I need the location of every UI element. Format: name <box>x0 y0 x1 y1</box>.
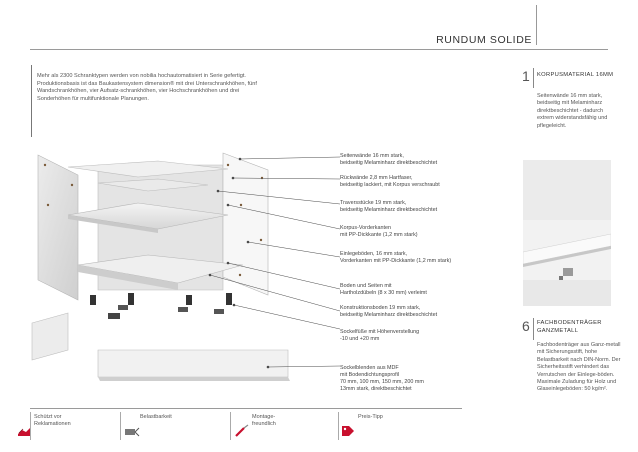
plinth-feet <box>90 293 232 319</box>
legend-divider-4 <box>338 412 339 440</box>
shelf-support-photo <box>523 160 611 306</box>
callout-base: Konstruktionsboden 19 mm stark, beidseitig Melaminharz direktbeschichtet <box>340 305 438 319</box>
callout-shelves: Einlegeböden, 16 mm stark, Vorderkanten mit PP-Dickkante (1,2 mm stark) <box>340 251 452 265</box>
callout-feet: Sockelfüße mit Höhenverstellung -10 und +20 mm <box>340 329 420 343</box>
feature-6-body: Fachbodenträger aus Ganz-metall mit Sicherungsstift, hohe Belastbarkeit nach DIN-Norm. Der Sicherheitsstift verhindert das Verrutschen der Einlege-böden. Maximale Zuladung für Holz und Glaseinlegeböden: 50 kg/m². <box>537 342 621 393</box>
feature-number-1: 1 <box>522 68 530 84</box>
intro-accent-line <box>31 65 32 137</box>
right-side-panel <box>223 153 268 295</box>
price-tag-icon <box>340 424 356 438</box>
legend-rule <box>30 408 462 409</box>
callout-traverse: Traversstücke 19 mm stark, beidseitig Melaminharz direktbeschichtet <box>340 200 438 214</box>
feature-6-title: FACHBODENTRÄGER GANZMETALL <box>537 320 602 334</box>
intro-text: Mehr als 2300 Schranktypen werden von nobilia hochautomatisiert in Serie gefertigt. Produktionsbasis ist das Baukastensystem dimension® mit drei Unterschrankhöhen, fünf Wandschrankhöhen, vier Aufsatz-schrankhöhen, vier Hochschrankhöhen und drei Sonderhöhen für multifunktionale Planungen. <box>37 73 257 102</box>
screwdriver-icon <box>234 424 250 438</box>
legend-divider-3 <box>230 412 231 440</box>
callout-back-walls: Rückwände 2,8 mm Hartfaser, beidseitig lackiert, mit Korpus verschraubt <box>340 175 440 189</box>
plinth-board-2 <box>98 350 288 377</box>
shield-hand-icon <box>16 424 32 438</box>
legend-divider-2 <box>120 412 121 440</box>
weight-icon <box>124 424 140 438</box>
callout-side-walls: Seitenwände 16 mm stark, beidseitig Melaminharz direktbeschichtet <box>340 153 438 167</box>
plinth-board-1 <box>32 313 68 360</box>
callout-dowels: Boden und Seiten mit Hartholzdübeln (8 x 30 mm) verleimt <box>340 283 427 297</box>
callout-plinth: Sockelblenden aus MDF mit Bodendichtungsprofil 70 mm, 100 mm, 150 mm, 200 mm 13mm stark, direktbeschichtet <box>340 365 424 393</box>
feature-1-rule <box>533 68 534 88</box>
callout-front-edges: Korpus-Vorderkanten mit PP-Dickkante (1,2 mm stark) <box>340 225 418 239</box>
feature-1-title: KORPUSMATERIAL 16MM <box>537 72 614 78</box>
feature-1-body: Seitenwände 16 mm stark, beidseitig mit Melaminharz direktbeschichtet - dadurch extrem widerstandsfähig und pflegeleicht. <box>537 93 608 129</box>
legend-label-price: Preis-Tipp <box>358 414 383 420</box>
title-divider <box>536 5 537 45</box>
left-side-panel <box>38 155 78 300</box>
legend-label-load: Belastbarkeit <box>140 414 172 420</box>
legend-label-protect: Schützt vor Reklamationen <box>34 414 71 427</box>
feature-6-rule <box>533 318 534 340</box>
header-rule <box>30 49 608 50</box>
legend-label-assembly: Montage- freundlich <box>252 414 276 427</box>
feature-number-6: 6 <box>522 318 530 334</box>
page-title: RUNDUM SOLIDE <box>436 34 532 46</box>
